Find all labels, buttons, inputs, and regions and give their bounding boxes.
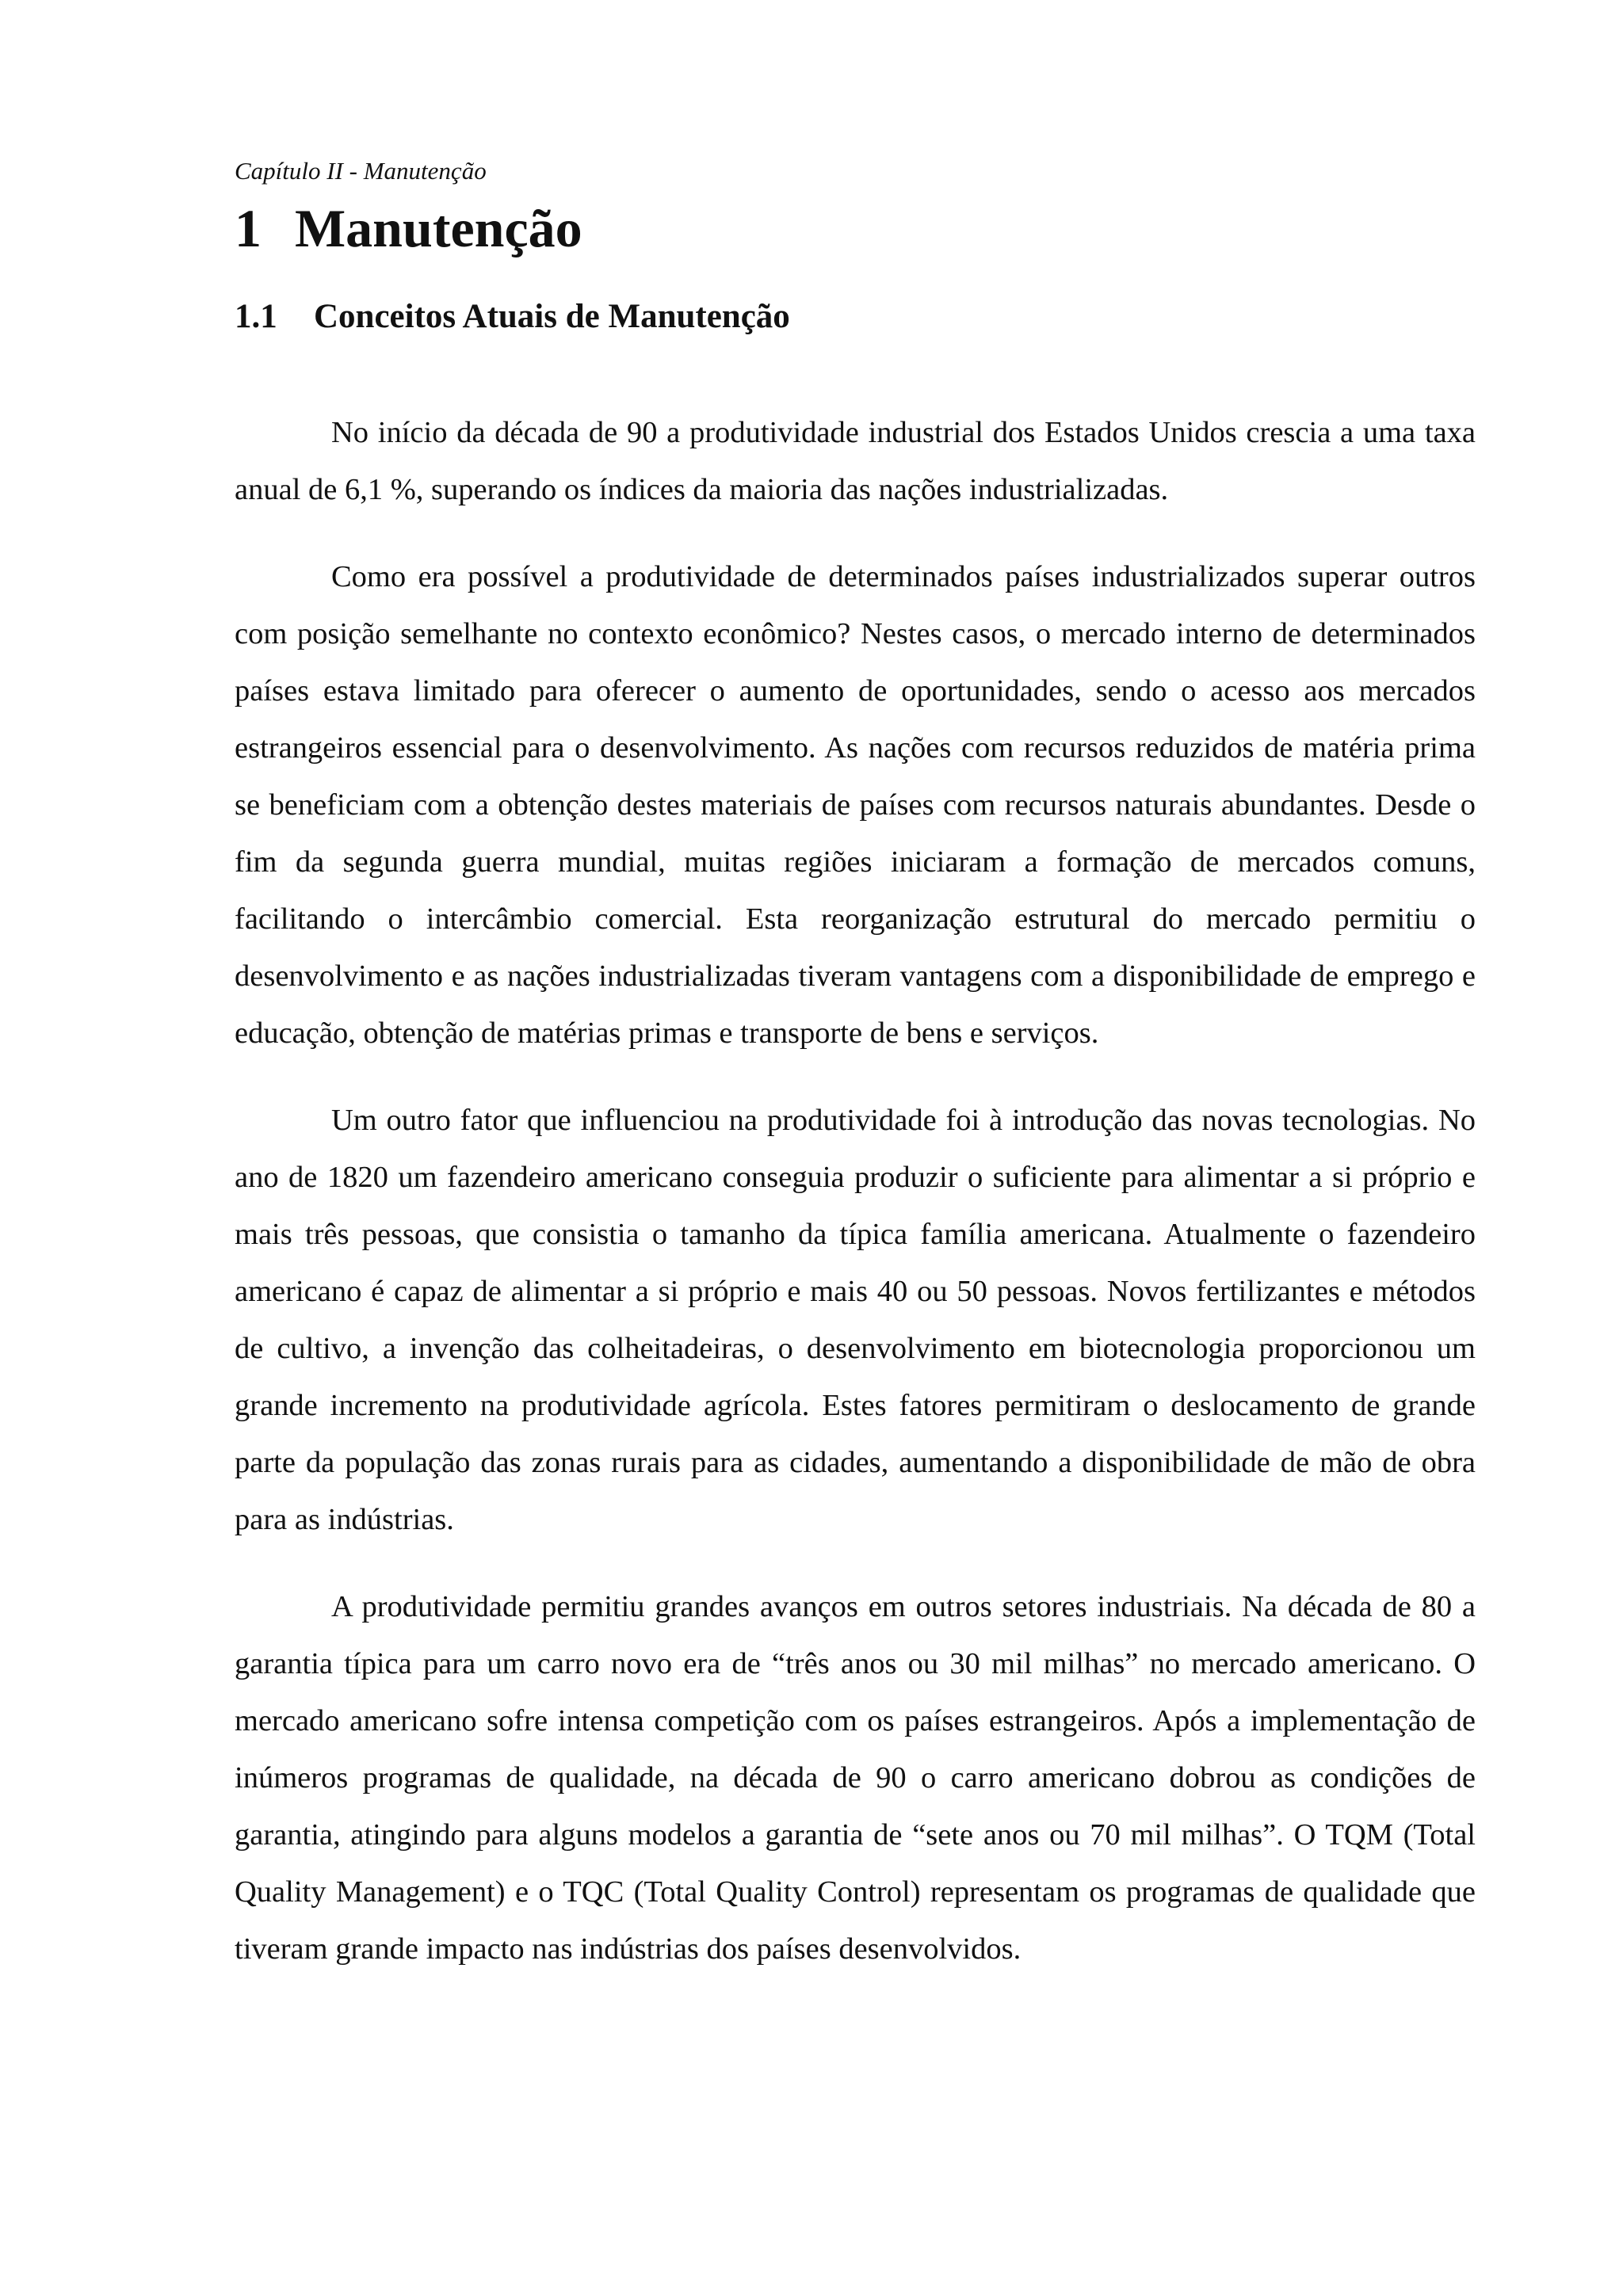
running-header: Capítulo II - Manutenção [235,157,487,185]
body-text [235,404,1476,2008]
section-title-text: Conceitos Atuais de Manutenção [314,298,790,335]
paragraph-1: No início da década de 90 a produtividade industrial dos Estados Unidos crescia a uma taxa anual de 6,1 %, superando os índices da maioria das nações industrializadas. [235,416,1476,506]
chapter-title-text: Manutenção [295,198,582,258]
section-heading [235,293,790,341]
chapter-heading [235,193,582,263]
chapter-number: 1 [235,198,262,258]
paragraph-2: Como era possível a produtividade de determinados países industrializados superar outros com posição semelhante no contexto econômico? Nestes casos, o mercado interno de determinados países estava limitado para oferecer o aumento de oportunidades, sendo o acesso aos mercados estrangeiros essencial para o desenvolvimento. As nações com recursos reduzidos de matéria prima se beneficiam com a obtenção destes materiais de países com recursos naturais abundantes. Desde o fim da segunda guerra mundial, muitas regiões iniciaram a formação de mercados comuns, facilitando o intercâmbio comercial. Esta reorganização estrutural do mercado permitiu o desenvolvimento e as nações industrializadas tiveram vantagens com a disponibilidade de emprego e educação, obtenção de matérias primas e transporte de bens e serviços. [235,560,1476,1050]
section-number: 1.1 [235,298,277,335]
paragraph-4: A produtividade permitiu grandes avanços em outros setores industriais. Na década de 80 a garantia típica para um carro novo era de “três anos ou 30 mil milhas” no mercado americano. O mercado americano sofre intensa competição com os países estrangeiros. Após a implementação de inúmeros programas de qualidade, na década de 90 o carro americano dobrou as condições de garantia, atingindo para alguns modelos a garantia de “sete anos ou 70 mil milhas”. O TQM (Total Quality Management) e o TQC (Total Quality Control) representam os programas de qualidade que tiveram grande impacto nas indústrias dos países desenvolvidos. [235,1590,1476,1966]
paragraph-3: Um outro fator que influenciou na produtividade foi à introdução das novas tecnologias. No ano de 1820 um fazendeiro americano conseguia produzir o suficiente para alimentar a si próprio e mais três pessoas, que consistia o tamanho da típica família americana. Atualmente o fazendeiro americano é capaz de alimentar a si próprio e mais 40 ou 50 pessoas. Novos fertilizantes e métodos de cultivo, a invenção das colheitadeiras, o desenvolvimento em biotecnologia proporcionou um grande incremento na produtividade agrícola. Estes fatores permitiram o deslocamento de grande parte da população das zonas rurais para as cidades, aumentando a disponibilidade de mão de obra para as indústrias. [235,1104,1476,1536]
